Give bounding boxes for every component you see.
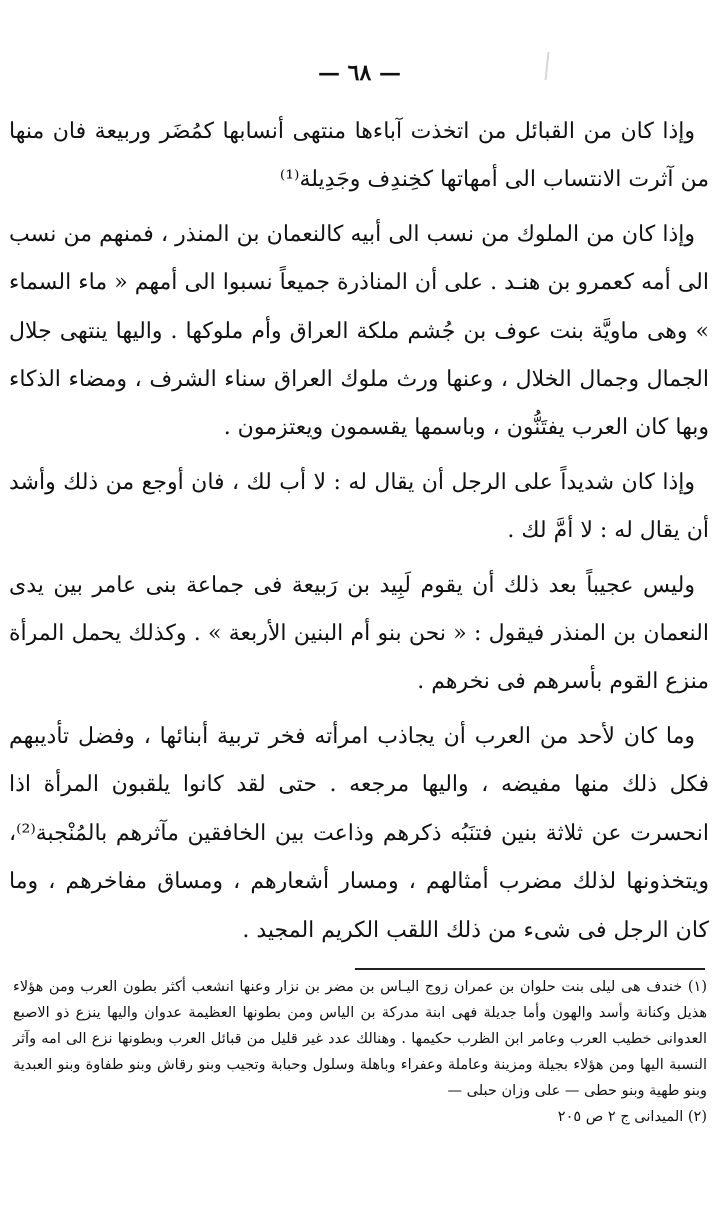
main-text	[9, 108, 709, 961]
footnote-divider	[355, 968, 705, 970]
paragraph-3: وإذا كان شديداً على الرجل أن يقال له : لا أب لك ، فان أوجع من ذلك وأشد أن يقال له : لا أمَّ لك .	[9, 469, 709, 544]
page-number: — ٦٨ —	[318, 60, 401, 86]
footnote-2: (٢) الميدانى ج ٢ ص ٢٠٥	[557, 1109, 707, 1125]
paragraph-2: وإذا كان من الملوك من نسب الى أبيه كالنعمان بن المنذر ، فمنهم من نسب الى أمه كعمرو بن هنـد . على أن المناذرة جميعاً نسبوا الى أمهم « ماء السماء » وهى ماويَّة بنت عوف بن جُشم ملكة العراق وأم ملوكها . واليها ينتهى جلال الجمال وجمال الخلال ، وعنها ورث ملوك العراق سناء الشرف ، ومضاء الذكاء وبها كان العرب يفتَنُّون ، وباسمها يقسمون ويعتزمون .	[9, 221, 709, 441]
paragraph-1: وإذا كان من القبائل من اتخذت آباءها منتهى أنسابها كمُضَر وربيعة فان منها من آثرت الانتساب الى أمهاتها كخِندِف وجَدِيلة⁽¹⁾	[9, 119, 709, 193]
paragraph-5: وما كان لأحد من العرب أن يجاذب امرأته فخر تربية أبنائها ، وفضل تأديبهم فكل ذلك منها مفيضه ، واليها مرجعه . حتى لقد كانوا يلقبون المرأة اذا انحسرت عن ثلاثة بنين فتنَبُه ذكرهم وذاعت بين الخافقين مآثرهم بالمُنْجبة⁽²⁾، ويتخذونها لذلك مضرب أمثالهم ، ومسار أشعارهم ، ومساق مفاخرهم ، وما كان الرجل فى شىء من ذلك اللقب الكريم المجيد .	[9, 723, 709, 943]
footnote-1: (١) خندف هى ليلى بنت حلوان بن عمران زوج اليـاس بن مضر بن نزار وعنها انشعب أكثر بطون العرب ومن هؤلاء هذيل وكنانة وأسد والهون وأما جديلة فهى ابنة مدركة بن الياس ومن بطونها العظيمة عدوان واليها ينزع ذو الاصبع العدوانى خطيب العرب وعامر ابن الظرب حكيمها . وهنالك عدد غير قليل من قبائل العرب وبطونها نزع الى امه وآثر النسبة اليها ومن هؤلاء بجيلة ومزينة وعاملة وعفراء وباهلة وسلول وحبابة وتجيب وبنو رقاش وبنو طفاوة وبنو العبدية وبنو طهية وبنو حطى — على وزان حبلى —	[13, 979, 707, 1099]
paragraph-4: وليس عجيباً بعد ذلك أن يقوم لَبِيد بن رَبيعة فى جماعة بنى عامر بين يدى النعمان بن المنذر فيقول : « نحن بنو أم البنين الأربعة » . وكذلك يحمل المرأة منزع القوم بأسرهم فى نخرهم .	[9, 572, 709, 695]
footnotes	[13, 974, 707, 1130]
